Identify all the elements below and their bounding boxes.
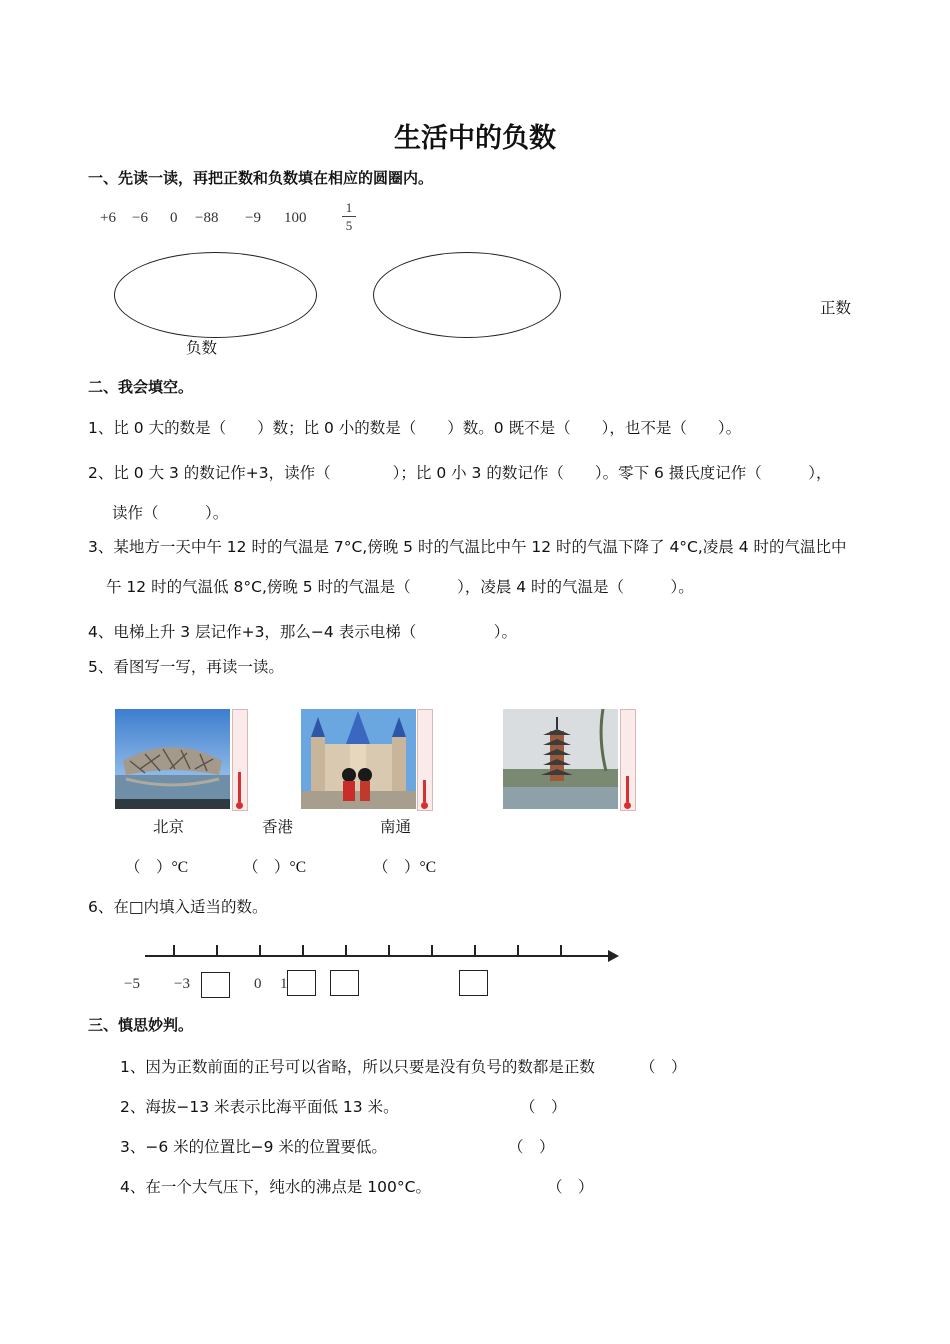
numberline-label: 0 <box>254 976 262 992</box>
answer-box[interactable] <box>459 970 488 996</box>
numberline-label: −3 <box>174 976 190 992</box>
negative-label: 负数 <box>186 339 218 357</box>
judge-blank-1[interactable]: （ ） <box>640 1058 687 1076</box>
judge-blank-3[interactable]: （ ） <box>508 1138 555 1156</box>
temp-blank-beijing[interactable]: （ ）°C <box>125 859 189 876</box>
hongkong-photo <box>301 709 416 809</box>
judge-item-2: 2、海拔−13 米表示比海平面低 13 米。 <box>120 1098 399 1116</box>
thermometer-bulb <box>236 802 243 809</box>
tick-mark <box>216 945 218 956</box>
temp-blank-hongkong[interactable]: （ ）°C <box>243 859 307 876</box>
tick-mark <box>560 945 562 956</box>
section2-heading: 二、我会填空。 <box>88 378 194 396</box>
page-title: 生活中的负数 <box>394 123 556 154</box>
negative-circle[interactable] <box>114 252 317 338</box>
city-label-beijing: 北京 <box>153 818 185 836</box>
section1-heading: 一、先读一读，再把正数和负数填在相应的圆圈内。 <box>88 169 434 187</box>
answer-box[interactable] <box>201 972 230 998</box>
tick-mark <box>431 945 433 956</box>
question-3a: 3、某地方一天中午 12 时的气温是 7°C,傍晚 5 时的气温比中午 12 时的气温下降了 4°C,凌晨 4 时的气温比中 <box>88 538 847 556</box>
tick-mark <box>388 945 390 956</box>
positive-circle[interactable] <box>373 252 561 338</box>
judge-blank-2[interactable]: （ ） <box>520 1098 567 1116</box>
thermometer-level <box>238 772 241 802</box>
beijing-thermometer <box>232 709 248 811</box>
fraction <box>340 200 358 233</box>
number-item: 0 <box>170 210 178 226</box>
question-2b: 读作（ ）。 <box>112 504 229 522</box>
tick-mark <box>302 945 304 956</box>
arrow-right-icon <box>608 950 619 962</box>
number-item: −6 <box>132 210 148 226</box>
fraction-denominator: 5 <box>345 218 353 233</box>
number-item: 100 <box>284 210 307 226</box>
judge-item-1: 1、因为正数前面的正号可以省略，所以只要是没有负号的数都是正数 <box>120 1058 595 1076</box>
question-3b: 午 12 时的气温低 8°C,傍晚 5 时的气温是（ ），凌晨 4 时的气温是（ ）。 <box>106 578 694 596</box>
city-label-nantong: 南通 <box>380 818 412 836</box>
question-5: 5、看图写一写，再读一读。 <box>88 658 284 676</box>
section3-heading: 三、慎思妙判。 <box>88 1016 194 1034</box>
temp-blank-nantong[interactable]: （ ）°C <box>373 859 437 876</box>
disney-castle-image <box>301 709 416 809</box>
number-item: −88 <box>195 210 219 226</box>
numberline-label: −5 <box>124 976 140 992</box>
question-6: 6、在□内填入适当的数。 <box>88 898 268 916</box>
thermometer-level <box>626 776 629 802</box>
question-2a: 2、比 0 大 3 的数记作+3，读作（ ）；比 0 小 3 的数记作（ ）。零下 6 摄氏度记作（ ）， <box>88 464 832 482</box>
thermometer-bulb <box>624 802 631 809</box>
answer-box[interactable] <box>287 970 316 996</box>
thermometer-level <box>423 780 426 802</box>
city-label-hongkong: 香港 <box>262 818 294 836</box>
fraction-numerator: 1 <box>345 200 353 215</box>
pagoda-image <box>503 709 618 809</box>
nantong-thermometer <box>620 709 636 811</box>
positive-label: 正数 <box>820 299 852 317</box>
hongkong-thermometer <box>417 709 433 811</box>
numberline-label: 1 <box>280 976 288 992</box>
number-item: +6 <box>100 210 116 226</box>
tick-mark <box>345 945 347 956</box>
judge-item-3: 3、−6 米的位置比−9 米的位置要低。 <box>120 1138 387 1156</box>
beijing-photo <box>115 709 230 809</box>
question-1: 1、比 0 大的数是（ ）数；比 0 小的数是（ ）数。0 既不是（ ），也不是（ ）。 <box>88 419 742 437</box>
tick-mark <box>259 945 261 956</box>
answer-box[interactable] <box>330 970 359 996</box>
tick-mark <box>173 945 175 956</box>
tick-mark <box>474 945 476 956</box>
nantong-photo <box>503 709 618 809</box>
thermometer-bulb <box>421 802 428 809</box>
judge-item-4: 4、在一个大气压下，纯水的沸点是 100°C。 <box>120 1178 431 1196</box>
question-4: 4、电梯上升 3 层记作+3，那么−4 表示电梯（ ）。 <box>88 623 517 641</box>
bird-nest-stadium-image <box>115 709 230 809</box>
tick-mark <box>517 945 519 956</box>
fraction-bar <box>342 216 356 217</box>
judge-blank-4[interactable]: （ ） <box>547 1178 594 1196</box>
number-item: −9 <box>245 210 261 226</box>
number-line-axis <box>145 955 610 957</box>
